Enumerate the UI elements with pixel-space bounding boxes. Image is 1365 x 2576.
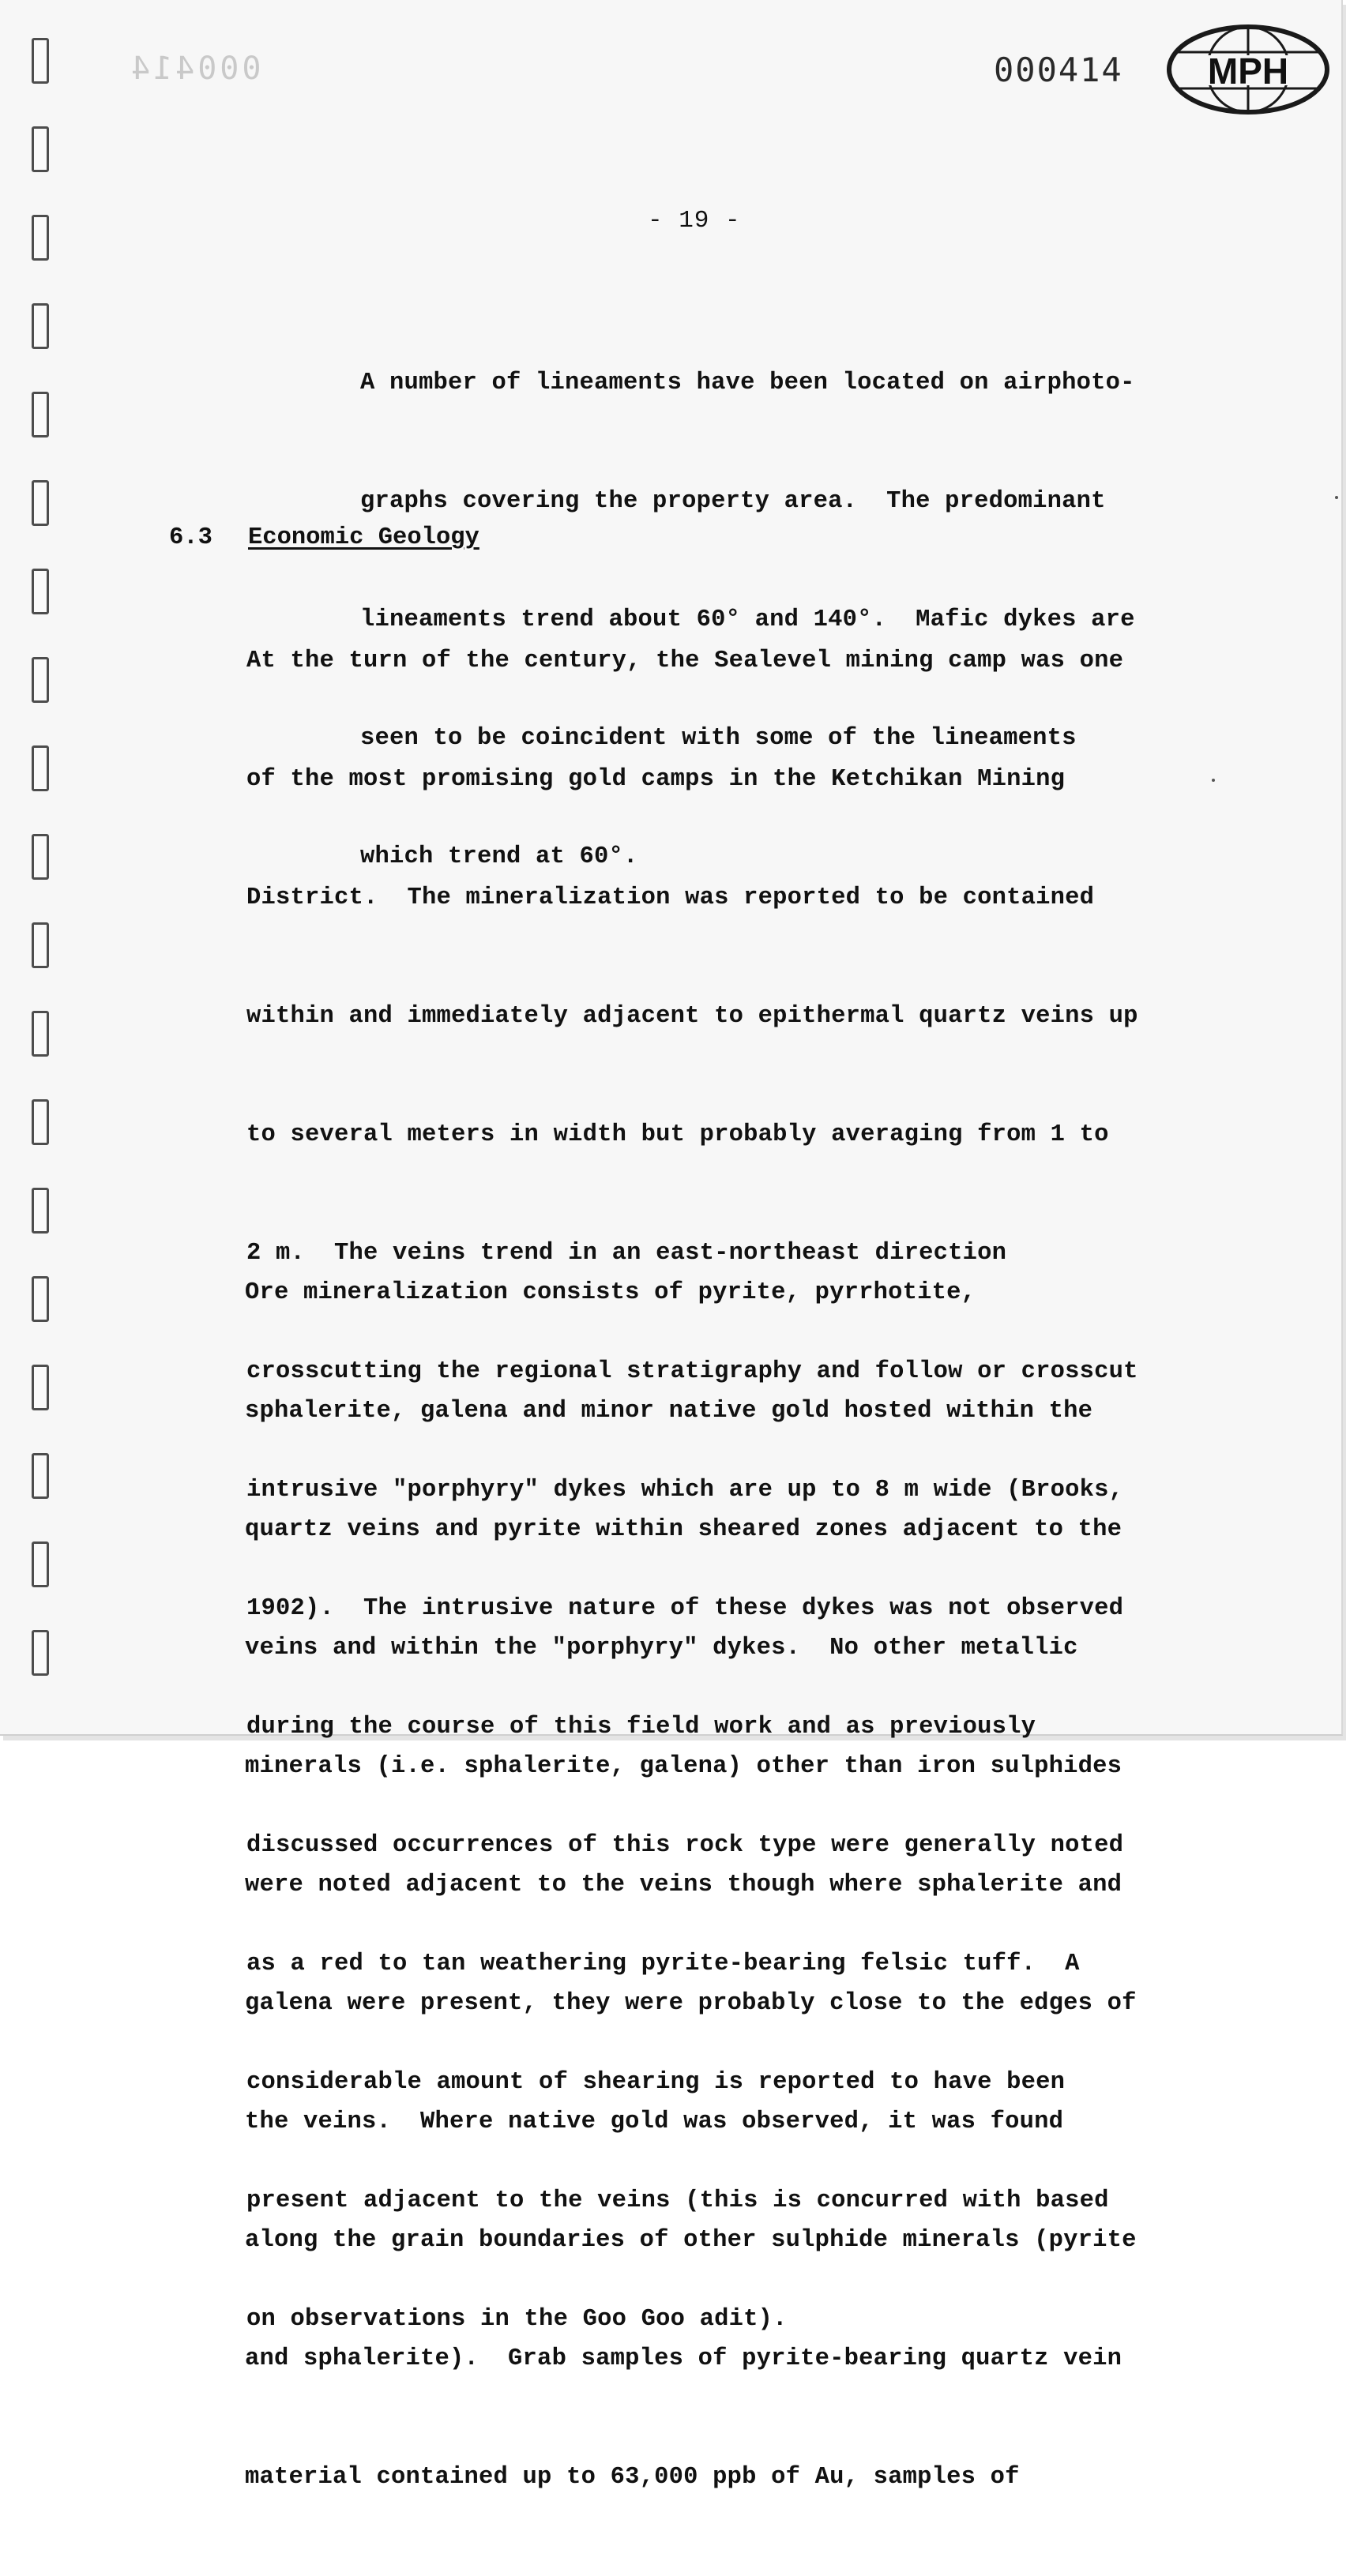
text-line: present adjacent to the veins (this is concurred with based <box>246 2187 1109 2214</box>
text-line: within and immediately adjacent to epithermal quartz veins up <box>246 1003 1138 1030</box>
binder-hole <box>32 657 49 703</box>
text-line: At the turn of the century, the Sealevel mining camp was one <box>246 648 1124 674</box>
scan-speck <box>1212 779 1215 782</box>
text-line: sphalerite, galena and minor native gold hosted within the <box>245 1398 1093 1425</box>
text-line: A number of lineaments have been located on airphoto- <box>360 370 1135 396</box>
text-line: and sphalerite). Grab samples of pyrite-bearing quartz vein <box>245 2345 1122 2372</box>
binder-hole <box>32 480 49 526</box>
document-number: 000414 <box>994 51 1123 89</box>
binder-hole <box>32 745 49 791</box>
text-line: quartz veins and pyrite within sheared zones adjacent to the <box>245 1516 1122 1543</box>
binder-hole <box>32 1011 49 1057</box>
text-line: discussed occurrences of this rock type were generally noted <box>246 1832 1124 1859</box>
binder-hole <box>32 1276 49 1322</box>
text-line: were noted adjacent to the veins though where sphalerite and <box>245 1872 1122 1898</box>
text-line: which trend at 60°. <box>360 843 638 870</box>
text-line: 2 m. The veins trend in an east-northeast direction <box>246 1240 1007 1267</box>
page-number: - 19 - <box>648 207 741 235</box>
text-line: 1902). The intrusive nature of these dykes was not observed <box>246 1595 1124 1622</box>
binder-hole <box>32 1099 49 1145</box>
binder-hole <box>32 1365 49 1410</box>
text-line: intrusive "porphyry" dykes which are up to 8 m wide (Brooks, <box>246 1477 1124 1504</box>
binder-hole <box>32 38 49 84</box>
text-line: lineaments trend about 60° and 140°. Mafic dykes are <box>360 606 1135 633</box>
binder-hole <box>32 303 49 349</box>
text-line: of the most promising gold camps in the Ketchikan Mining <box>246 766 1066 793</box>
section-number: 6.3 <box>169 524 212 551</box>
logo-text: MPH <box>1207 51 1289 92</box>
text-line: graphs covering the property area. The predominant <box>360 488 1106 515</box>
text-line: minerals (i.e. sphalerite, galena) other than iron sulphides <box>245 1753 1122 1780</box>
text-line: to several meters in width but probably averaging from 1 to <box>246 1121 1109 1148</box>
text-line: during the course of this field work and as previously <box>246 1714 1036 1740</box>
text-line: on observations in the Goo Goo adit). <box>246 2306 788 2333</box>
binder-hole <box>32 1453 49 1499</box>
mph-logo <box>1166 21 1330 118</box>
binder-hole <box>32 569 49 614</box>
text-line: seen to be coincident with some of the lineaments <box>360 725 1077 752</box>
ghost-document-number: 000414 <box>128 51 261 87</box>
paragraph-ore-mineralization <box>245 1194 1137 2576</box>
binder-hole <box>32 1630 49 1676</box>
text-line: material contained up to 63,000 ppb of Au, samples of <box>245 2464 1020 2491</box>
binder-hole <box>32 126 49 172</box>
text-line: veins and within the "porphyry" dykes. No other metallic <box>245 1635 1078 1662</box>
binder-hole <box>32 392 49 437</box>
binder-hole <box>32 215 49 261</box>
text-line: as a red to tan weathering pyrite-bearing felsic tuff. A <box>246 1951 1080 1977</box>
text-line: Ore mineralization consists of pyrite, pyrrhotite, <box>245 1279 976 1306</box>
binder-hole <box>32 922 49 968</box>
binder-hole <box>32 834 49 880</box>
text-line: District. The mineralization was reported to be contained <box>246 884 1095 911</box>
text-line: along the grain boundaries of other sulphide minerals (pyrite <box>245 2227 1137 2254</box>
text-line: the veins. Where native gold was observed, it was found <box>245 2108 1064 2135</box>
binder-hole <box>32 1541 49 1587</box>
text-line: crosscutting the regional stratigraphy and follow or crosscut <box>246 1358 1138 1385</box>
text-line: galena were present, they were probably close to the edges of <box>245 1990 1137 2017</box>
section-title: Economic Geology <box>248 524 479 551</box>
text-line: considerable amount of shearing is reported to have been <box>246 2069 1066 2096</box>
scan-speck <box>1335 496 1338 499</box>
binder-hole <box>32 1188 49 1234</box>
